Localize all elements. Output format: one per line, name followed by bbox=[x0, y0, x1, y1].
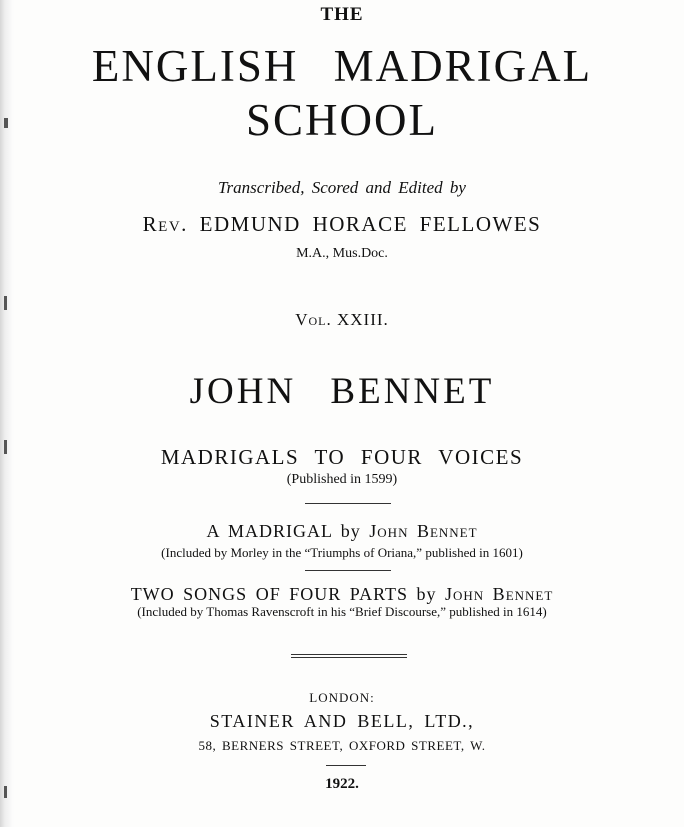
work-published: (Published in 1599) bbox=[286, 472, 398, 487]
series-article: THE bbox=[320, 4, 364, 25]
madrigal-line bbox=[0, 521, 684, 542]
editor-name-line bbox=[0, 212, 684, 237]
series-title-line2: SCHOOL bbox=[245, 95, 439, 145]
separator-rule bbox=[326, 765, 366, 766]
editor-name: EDMUND HORACE FELLOWES bbox=[199, 212, 542, 236]
volume-line bbox=[0, 310, 684, 330]
volume-prefix: Vol. bbox=[295, 310, 332, 329]
madrigal-note: (Included by Morley in the “Triumphs of Oriana,” published in 1601) bbox=[161, 545, 523, 560]
double-separator-rule bbox=[291, 654, 407, 658]
imprint-publisher: STAINER AND BELL, LTD., bbox=[209, 711, 475, 731]
work-title: MADRIGALS TO FOUR VOICES bbox=[160, 445, 524, 469]
imprint-address: 58, BERNERS STREET, OXFORD STREET, W. bbox=[198, 738, 486, 753]
editor-credit: Transcribed, Scored and Edited by bbox=[218, 178, 466, 197]
madrigal-title: A MADRIGAL by bbox=[206, 521, 361, 541]
imprint-year: 1922. bbox=[325, 776, 359, 792]
series-title-line1: ENGLISH MADRIGAL bbox=[91, 41, 593, 91]
songs-note: (Included by Thomas Ravenscroft in his “Brief Discourse,” published in 1614) bbox=[137, 604, 547, 619]
madrigal-author: John Bennet bbox=[369, 521, 478, 541]
volume-number: XXIII. bbox=[336, 310, 389, 329]
separator-rule bbox=[305, 570, 391, 571]
editor-degrees: M.A., Mus.Doc. bbox=[296, 246, 388, 261]
songs-title: TWO SONGS OF FOUR PARTS by bbox=[130, 584, 437, 604]
composer-name: JOHN BENNET bbox=[189, 371, 495, 412]
edge-mark bbox=[4, 296, 7, 310]
editor-prefix: Rev. bbox=[142, 212, 188, 236]
imprint-city: LONDON: bbox=[309, 690, 375, 705]
songs-line bbox=[0, 584, 684, 605]
songs-author: John Bennet bbox=[445, 584, 554, 604]
separator-rule bbox=[305, 503, 391, 504]
